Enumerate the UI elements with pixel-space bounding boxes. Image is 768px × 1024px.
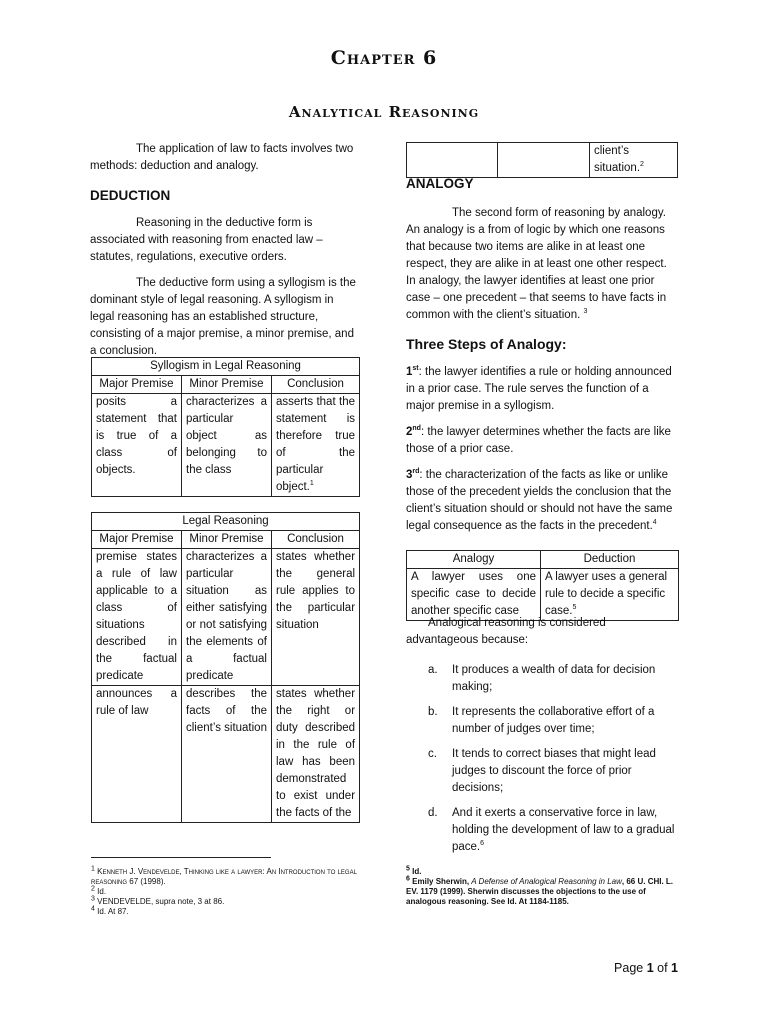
table-header: Minor Premise bbox=[182, 376, 272, 394]
table-header: Conclusion bbox=[272, 376, 360, 394]
intro-paragraph: The application of law to facts involves two methods: deduction and analogy. bbox=[90, 143, 354, 172]
table-row bbox=[92, 686, 360, 823]
list-marker: c. bbox=[428, 748, 437, 760]
table-header: Minor Premise bbox=[182, 531, 272, 549]
footnote-text: Id. bbox=[412, 867, 422, 876]
step-1 bbox=[406, 364, 678, 415]
section-title: Analytical Reasoning bbox=[288, 103, 480, 121]
table-cell: characterizes a particular object as belonging to the class bbox=[182, 394, 272, 497]
syllogism-table bbox=[91, 357, 360, 497]
list-marker: a. bbox=[428, 664, 438, 676]
table-cell: A lawyer uses one specific case to decide another specific case bbox=[407, 569, 541, 621]
footnote-mark: 6 bbox=[480, 840, 485, 848]
table-row bbox=[92, 394, 360, 497]
table-cell: posits a statement that is true of a class of objects. bbox=[92, 394, 182, 497]
table-header: Deduction bbox=[541, 551, 679, 569]
step-text: : the lawyer identifies a rule or holding announced in a prior case. The rule serves the function of a major premise in a syllogism. bbox=[406, 366, 672, 412]
list-marker: d. bbox=[428, 807, 438, 819]
right-footnotes bbox=[406, 867, 678, 907]
step-text: : the characterization of the facts as like or unlike those of the precedent yields the conclusion that the client’s situation should or should not have the same legal consequence as the facts in the precedent. bbox=[406, 469, 673, 532]
step-number: 2 bbox=[406, 426, 413, 438]
advantages-intro: Analogical reasoning is considered advantageous because: bbox=[406, 617, 606, 646]
chapter-title: Chapter 6 bbox=[330, 47, 438, 69]
analogy-heading: ANALOGY bbox=[406, 176, 474, 191]
footnote-mark: 5 bbox=[572, 604, 577, 612]
advantages-section bbox=[406, 615, 678, 856]
page-number bbox=[614, 960, 678, 977]
list-item-text: It represents the collaborative effort of a number of judges over time; bbox=[452, 706, 655, 735]
footnote-3 bbox=[91, 897, 361, 907]
step-3 bbox=[406, 467, 678, 535]
list-item bbox=[406, 805, 678, 856]
page-middle: of bbox=[653, 961, 672, 975]
list-marker: b. bbox=[428, 706, 438, 718]
advantages-list bbox=[406, 662, 678, 856]
step-ordinal: st bbox=[412, 365, 419, 373]
table-cell bbox=[407, 143, 498, 178]
footnote-title: A Defense of Analogical Reasoning in Law bbox=[471, 877, 622, 886]
page-prefix: Page bbox=[614, 961, 647, 975]
analogy-text: The second form of reasoning by analogy. An analogy is a from of logic by which one reasons that because two items are alike in at least one respect, they are alike in at least one other respect. In analogy, the lawyer identifies at least one prior case – one precedent – that seems to have facts in common with the client’s situation. bbox=[406, 207, 667, 321]
footnote-number: 4 bbox=[91, 905, 95, 913]
list-item bbox=[406, 662, 678, 696]
footnote-mark: 1 bbox=[309, 480, 314, 488]
footnote-mark: 3 bbox=[583, 308, 588, 316]
table-header: Analogy bbox=[407, 551, 541, 569]
footnote-author: Kenneth J. Vendevelde, Thinking like a lawyer: An Introduction to legal reasoning bbox=[91, 867, 357, 886]
table-cell bbox=[590, 143, 678, 178]
table-cell: premise states a rule of law applicable to a class of situations described in the factual predicate bbox=[92, 549, 182, 686]
page-total: 1 bbox=[671, 961, 678, 975]
footnote-4 bbox=[91, 907, 361, 917]
table-cell: characterizes a particular situation as either satisfying or not satisfying the elements of a factual predicate bbox=[182, 549, 272, 686]
legal-table-caption: Legal Reasoning bbox=[92, 513, 360, 531]
table-cell: announces a rule of law bbox=[92, 686, 182, 823]
footnote-text: , 66 U. CHI. L. EV. 1179 (1999). Sherwin discusses the objections to the use of analogous reasoning. See Id. At 1184-1185. bbox=[406, 877, 674, 906]
footnote-1 bbox=[91, 867, 361, 887]
list-item bbox=[406, 746, 678, 797]
footnote-number: 6 bbox=[406, 875, 410, 883]
list-item-text: It produces a wealth of data for decision making; bbox=[452, 664, 656, 693]
table-cell bbox=[498, 143, 590, 178]
table-row bbox=[407, 569, 679, 621]
table-cell: states whether the general rule applies to the particular situation bbox=[272, 549, 360, 686]
footnote-5 bbox=[406, 867, 678, 877]
footnote-text: VENDEVELDE, supra note, 3 at 86. bbox=[97, 897, 225, 906]
list-item-text: It tends to correct biases that might lead judges to discount the force of prior decisions; bbox=[452, 748, 656, 794]
table-cell bbox=[541, 569, 679, 621]
step-ordinal: rd bbox=[412, 468, 420, 476]
footnote-number: 3 bbox=[91, 895, 95, 903]
table-cell: states whether the right or duty described in the rule of law has been demonstrated to exist under the facts of the bbox=[272, 686, 360, 823]
footnote-mark: 2 bbox=[640, 161, 644, 169]
footnote-text: Id. At 87. bbox=[97, 907, 129, 916]
table-cell-text: A lawyer uses a general rule to decide a specific case. bbox=[545, 571, 668, 617]
analogy-paragraph bbox=[406, 205, 678, 324]
right-column bbox=[406, 175, 678, 544]
table-header: Major Premise bbox=[92, 531, 182, 549]
footnote-author: Emily Sherwin, bbox=[412, 877, 470, 886]
left-footnotes bbox=[91, 867, 361, 917]
left-column bbox=[90, 141, 358, 360]
step-ordinal: nd bbox=[412, 425, 421, 433]
step-text: : the lawyer determines whether the facts are like those of a prior case. bbox=[406, 426, 671, 455]
step-2 bbox=[406, 424, 678, 458]
table-cell-text: client’s situation. bbox=[594, 145, 641, 174]
table-cell: describes the facts of the client’s situation bbox=[182, 686, 272, 823]
syllogism-table-caption: Syllogism in Legal Reasoning bbox=[92, 358, 360, 376]
table-header: Conclusion bbox=[272, 531, 360, 549]
legal-table-continuation bbox=[406, 142, 678, 178]
list-item-text: And it exerts a conservative force in law, holding the development of law to a gradual pace. bbox=[452, 807, 675, 853]
table-cell bbox=[272, 394, 360, 497]
step-number: 3 bbox=[406, 469, 413, 481]
footnote-text: Id. bbox=[97, 887, 107, 896]
footnote-2 bbox=[91, 887, 361, 897]
list-item bbox=[406, 704, 678, 738]
table-row bbox=[92, 549, 360, 686]
footnote-mark: 4 bbox=[652, 519, 657, 527]
footnote-text: 67 (1998). bbox=[127, 877, 166, 886]
footnote-separator bbox=[91, 857, 271, 858]
steps-heading: Three Steps of Analogy: bbox=[406, 336, 567, 352]
footnote-number: 2 bbox=[91, 885, 95, 893]
step-number: 1 bbox=[406, 366, 413, 378]
table-row bbox=[407, 143, 678, 178]
deduction-heading: DEDUCTION bbox=[90, 188, 171, 203]
deduction-paragraph-2: The deductive form using a syllogism is the dominant style of legal reasoning. A syllogism in legal reasoning has an established structure, consisting of a major premise, a minor premise, and a conclusion. bbox=[90, 277, 356, 357]
deduction-paragraph-1: Reasoning in the deductive form is associated with reasoning from enacted law – statutes, regulations, executive orders. bbox=[90, 217, 323, 263]
table-header: Major Premise bbox=[92, 376, 182, 394]
legal-reasoning-table bbox=[91, 512, 360, 823]
analogy-deduction-table bbox=[406, 550, 679, 621]
page-current: 1 bbox=[646, 961, 654, 975]
footnote-6 bbox=[406, 877, 678, 907]
table-cell-text: asserts that the statement is therefore true of the particular object. bbox=[276, 396, 356, 493]
steps-list bbox=[406, 364, 678, 535]
footnote-number: 5 bbox=[406, 865, 410, 873]
footnote-number: 1 bbox=[91, 865, 95, 873]
